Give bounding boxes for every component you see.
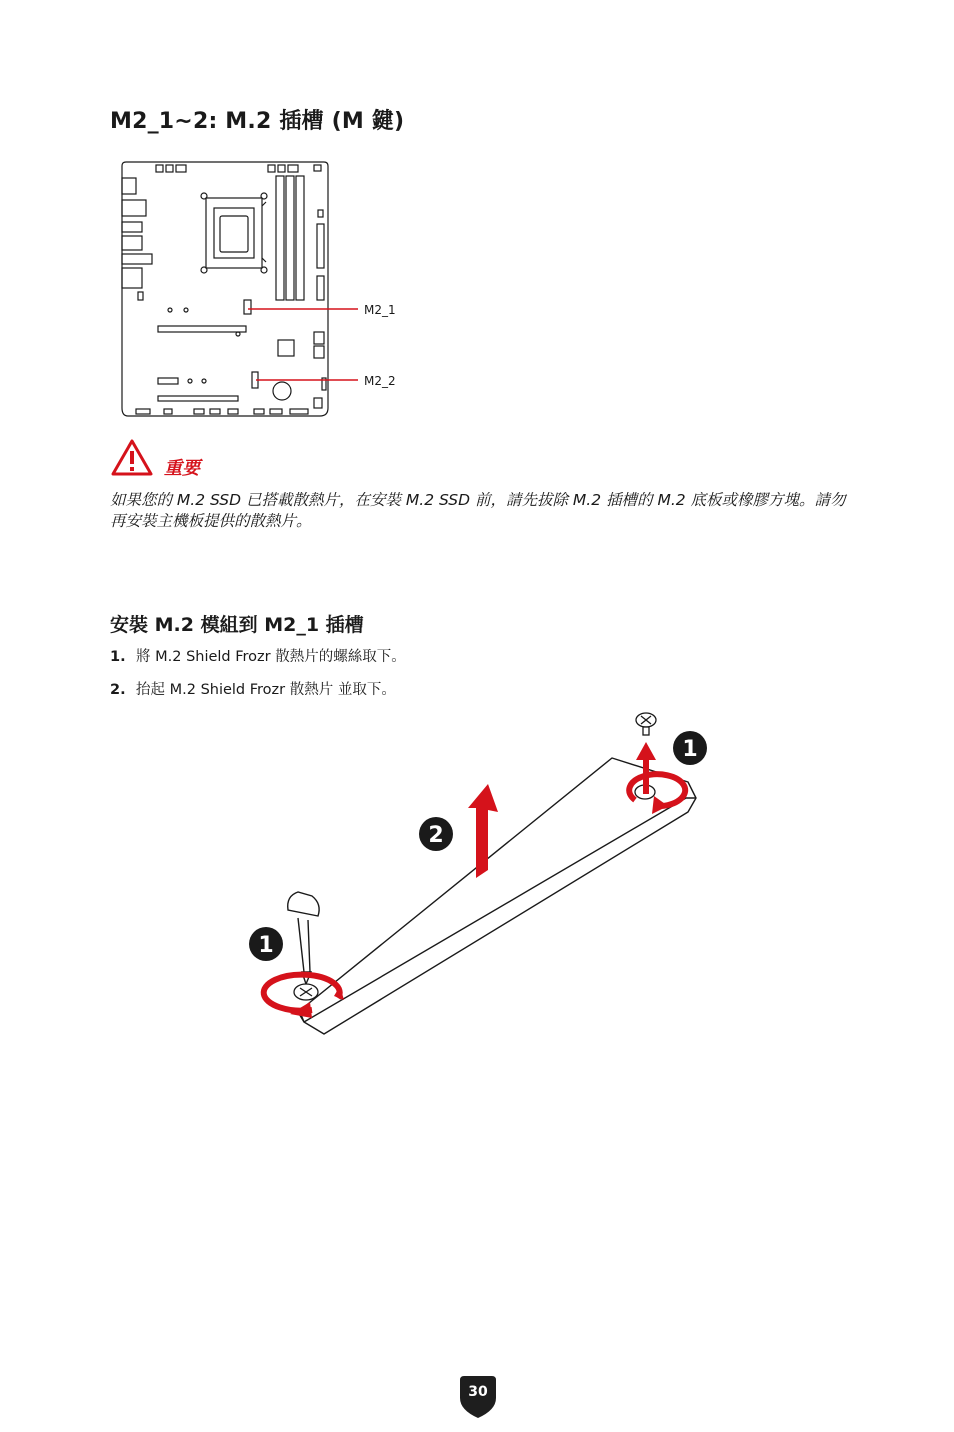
- section-title: M2_1~2: M.2 插槽 (M 鍵): [110, 109, 405, 134]
- motherboard-diagram: [118, 158, 408, 423]
- step-marker-1-right: [673, 731, 707, 765]
- svg-text:2: 2: [428, 823, 444, 848]
- important-label: 重要: [164, 458, 200, 479]
- step-number: 1.: [110, 649, 126, 665]
- screw-icon: [636, 713, 656, 735]
- important-text: 如果您的 M.2 SSD 已搭載散熱片，在安裝 M.2 SSD 前，請先拔除 M.2 插槽的 M.2 底板或橡膠方塊。請勿再安裝主機板提供的散熱片。: [110, 491, 846, 530]
- board-outline: [122, 162, 328, 416]
- screwdriver-icon: [288, 892, 319, 984]
- step-text: 抬起 M.2 Shield Frozr 散熱片 並取下。: [136, 682, 396, 698]
- install-title: 安裝 M.2 模組到 M2_1 插槽: [110, 614, 364, 636]
- label-m2-1: M2_1: [364, 303, 396, 317]
- label-m2-2: M2_2: [364, 374, 396, 388]
- heatsink-removal-illustration: [240, 700, 720, 1050]
- heatsink-plate: [298, 758, 696, 1034]
- step-number: 2.: [110, 682, 126, 698]
- svg-text:1: 1: [258, 933, 274, 958]
- svg-text:1: 1: [682, 737, 698, 762]
- step-1: [110, 645, 406, 666]
- arrow-up-icon: [636, 742, 656, 760]
- warning-triangle-icon: [110, 438, 154, 478]
- step-2: [110, 678, 396, 699]
- page-number: 30: [468, 1384, 488, 1400]
- step-marker-2: [419, 817, 453, 851]
- step-marker-1-left: [249, 927, 283, 961]
- step-text: 將 M.2 Shield Frozr 散熱片的螺絲取下。: [136, 649, 406, 665]
